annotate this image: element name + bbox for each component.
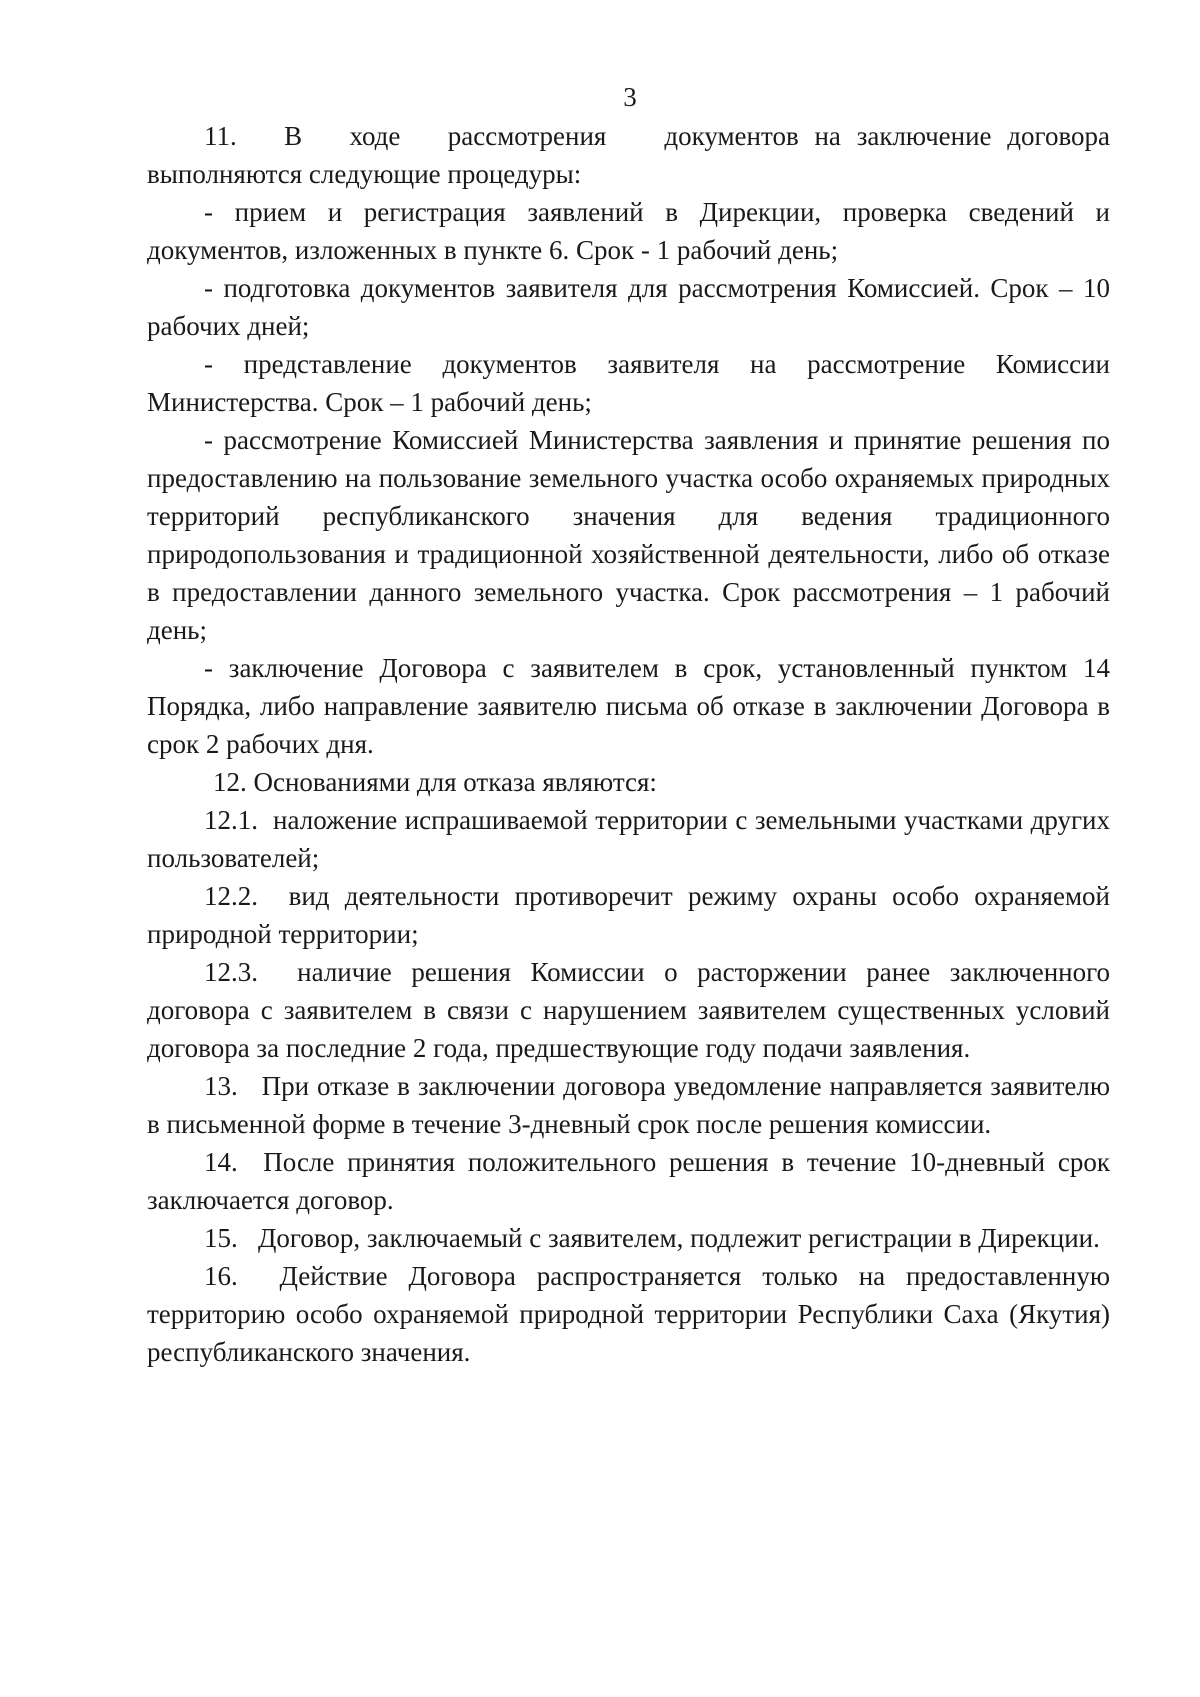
paragraph-15: 15. Договор, заключаемый с заявителем, подлежит регистрации в Дирекции. [204, 1223, 1100, 1253]
procedure-item-submission: - представление документов заявителя на рассмотрение Комиссии Министерства. Срок – 1 рабочий день; [147, 349, 1110, 417]
paragraph-11-end: документов на заключение договора выполняются следующие процедуры: [147, 121, 1110, 189]
procedure-item-contract: - заключение Договора с заявителем в срок, установленный пунктом 14 Порядка, либо направление заявителю письма об отказе в заключении Договора в срок 2 рабочих дня. [147, 653, 1110, 759]
page-number: 3 [623, 82, 637, 112]
procedure-item-preparation: - подготовка документов заявителя для рассмотрения Комиссией. Срок – 10 рабочих дней; [147, 273, 1110, 341]
procedure-item-reception: - прием и регистрация заявлений в Дирекции, проверка сведений и документов, изложенных в пункте 6. Срок - 1 рабочий день; [147, 197, 1110, 265]
paragraph-12-1: 12.1. наложение испрашиваемой территории с земельными участками других пользователей; [147, 805, 1110, 873]
paragraph-13: 13. При отказе в заключении договора уведомление направляется заявителю в письменной форме в течение 3-дневный срок после решения комиссии. [147, 1071, 1110, 1139]
paragraph-11-start: 11. В ходе рассмотрения [204, 121, 607, 151]
paragraph-14: 14. После принятия положительного решения в течение 10-дневный срок заключается договор. [147, 1147, 1110, 1215]
paragraph-16: 16. Действие Договора распространяется только на предоставленную территорию особо охраняемой природной территории Республики Саха (Якутия) республиканского значения. [147, 1261, 1110, 1367]
paragraph-12: 12. Основаниями для отказа являются: [213, 767, 657, 797]
document-body [147, 117, 1110, 1371]
paragraph-11 [147, 117, 1110, 193]
paragraph-12-2: 12.2. вид деятельности противоречит режиму охраны особо охраняемой природной территории; [147, 881, 1110, 949]
paragraph-12-3: 12.3. наличие решения Комиссии о расторжении ранее заключенного договора с заявителем в связи с нарушением заявителем существенных условий договора за последние 2 года, предшествующие году подачи заявления. [147, 957, 1110, 1063]
procedure-item-review: - рассмотрение Комиссией Министерства заявления и принятие решения по предоставлению на пользование земельного участка особо охраняемых природных территорий республиканского значения для ведения традиционного природопользования и традиционной хозяйственной деятельности, либо об отказе в предоставлении данного земельного участка. Срок рассмотрения – 1 рабочий день; [147, 425, 1110, 645]
